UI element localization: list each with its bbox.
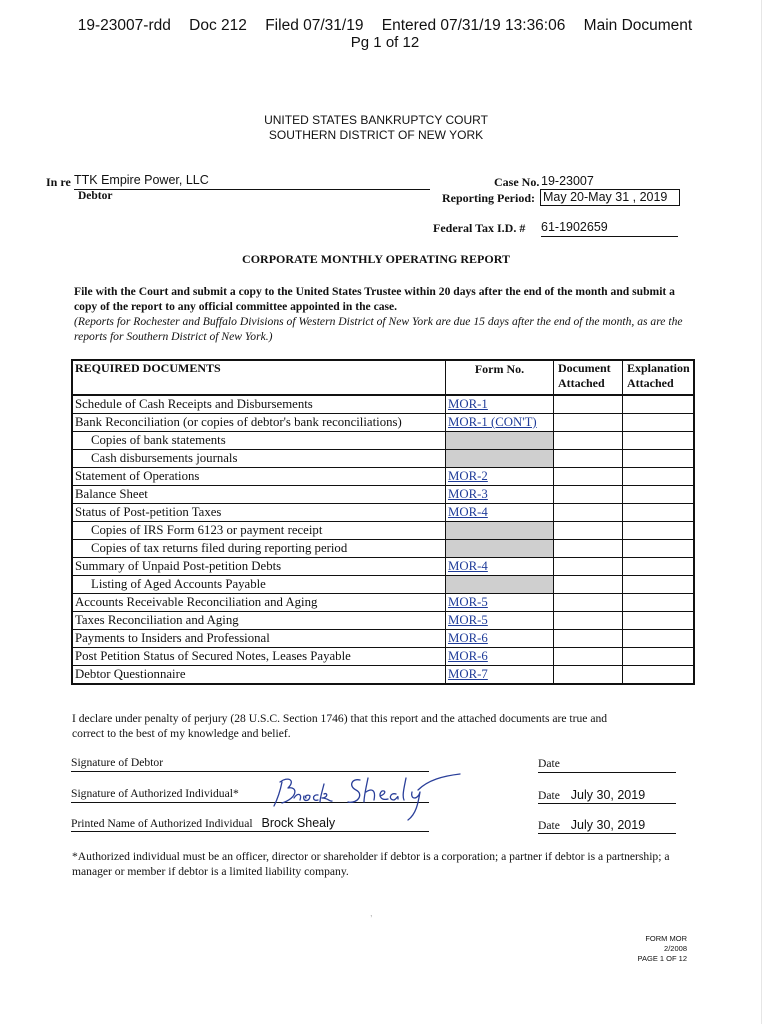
- table-row: [72, 558, 694, 576]
- page-number: Pg 1 of 12: [350, 34, 420, 51]
- row-label: Schedule of Cash Receipts and Disbursements: [72, 395, 446, 414]
- explanation-attached-cell: [623, 648, 695, 666]
- explanation-attached-cell: [623, 504, 695, 522]
- filing-header: [0, 17, 770, 34]
- form-footer-page: PAGE 1 OF 12: [637, 954, 687, 963]
- perjury-declaration: I declare under penalty of perjury (28 U.S.C. Section 1746) that this report and the attached documents are true and correct to the best of my knowledge and belief.: [72, 712, 608, 740]
- table-row: [72, 468, 694, 486]
- doc-number: Doc 212: [189, 17, 247, 34]
- explanation-attached-cell: [623, 395, 695, 414]
- row-form: [446, 504, 554, 522]
- document-attached-cell: [554, 630, 623, 648]
- document-attached-cell: [554, 540, 623, 558]
- authorized-date-value: July 30, 2019: [570, 788, 646, 802]
- header-explanation-attached-line1: Explanation: [627, 361, 690, 375]
- form-link[interactable]: MOR-1 (CON'T): [448, 415, 537, 429]
- court-district: SOUTHERN DISTRICT OF NEW YORK: [268, 128, 484, 142]
- explanation-attached-cell: [623, 522, 695, 540]
- filing-instructions: File with the Court and submit a copy to the United States Trustee within 20 days after the end of the month and submit a copy of the report to any official committee appointed in the case.: [74, 285, 675, 313]
- row-label: Copies of tax returns filed during reporting period: [72, 540, 446, 558]
- form-link[interactable]: MOR-4: [448, 505, 488, 519]
- row-form: [446, 558, 554, 576]
- table-row: [72, 540, 694, 558]
- document-attached-cell: [554, 648, 623, 666]
- explanation-attached-cell: [623, 666, 695, 685]
- signature-stroke-s: [348, 780, 360, 803]
- document-attached-cell: [554, 522, 623, 540]
- document-attached-cell: [554, 395, 623, 414]
- explanation-attached-cell: [623, 540, 695, 558]
- row-form-shaded: [446, 576, 554, 594]
- row-form-shaded: [446, 450, 554, 468]
- row-label: Copies of IRS Form 6123 or payment receipt: [72, 522, 446, 540]
- explanation-attached-cell: [623, 594, 695, 612]
- header-explanation-attached: [623, 360, 695, 395]
- row-label: Post Petition Status of Secured Notes, Leases Payable: [72, 648, 446, 666]
- explanation-attached-cell: [623, 468, 695, 486]
- explanation-attached-cell: [623, 486, 695, 504]
- row-form-shaded: [446, 432, 554, 450]
- date-label: Date: [538, 757, 560, 770]
- explanation-attached-cell: [623, 612, 695, 630]
- debtor-date-line: [538, 757, 676, 773]
- table-row: [72, 486, 694, 504]
- date-label: Date: [538, 789, 560, 802]
- table-row: [72, 432, 694, 450]
- explanation-attached-cell: [623, 576, 695, 594]
- table-row: [72, 504, 694, 522]
- authorized-signature-label: Signature of Authorized Individual*: [71, 787, 239, 800]
- row-label: Debtor Questionnaire: [72, 666, 446, 685]
- header-explanation-attached-line2: Attached: [627, 376, 674, 390]
- row-label: Statement of Operations: [72, 468, 446, 486]
- form-footer: [560, 934, 687, 964]
- row-form: [446, 612, 554, 630]
- federal-tax-id-value: 61-1902659: [541, 220, 678, 237]
- header-required-documents: REQUIRED DOCUMENTS: [72, 360, 446, 395]
- document-attached-cell: [554, 612, 623, 630]
- document-attached-cell: [554, 666, 623, 685]
- document-attached-cell: [554, 576, 623, 594]
- case-no-label: Case No.: [494, 175, 540, 189]
- row-label: Listing of Aged Accounts Payable: [72, 576, 446, 594]
- authorized-individual-footnote: *Authorized individual must be an officer, director or shareholder if debtor is a corporation; a partner if debtor is a partnership; a manager or member if debtor is a limited liability company.: [72, 850, 670, 878]
- entered-date: Entered 07/31/19 13:36:06: [381, 17, 566, 34]
- form-link[interactable]: MOR-3: [448, 487, 488, 501]
- explanation-attached-cell: [623, 432, 695, 450]
- row-label: Cash disbursements journals: [72, 450, 446, 468]
- document-attached-cell: [554, 594, 623, 612]
- row-label: Balance Sheet: [72, 486, 446, 504]
- row-label: Taxes Reconciliation and Aging: [72, 612, 446, 630]
- authorized-date-line: [538, 788, 676, 804]
- document-attached-cell: [554, 414, 623, 432]
- header-document-attached-line2: Attached: [558, 376, 605, 390]
- row-label: Accounts Receivable Reconciliation and Aging: [72, 594, 446, 612]
- form-link[interactable]: MOR-4: [448, 559, 488, 573]
- report-title: CORPORATE MONTHLY OPERATING REPORT: [242, 252, 510, 266]
- reporting-period-value: May 20-May 31 , 2019: [540, 189, 680, 206]
- filed-date: Filed 07/31/19: [265, 17, 364, 34]
- table-row: [72, 414, 694, 432]
- table-row: [72, 594, 694, 612]
- form-link[interactable]: MOR-5: [448, 613, 488, 627]
- case-no-value: 19-23007: [541, 174, 678, 190]
- explanation-attached-cell: [623, 630, 695, 648]
- form-link[interactable]: MOR-6: [448, 631, 488, 645]
- scan-mark: ,: [370, 908, 373, 918]
- debtor-label: Debtor: [78, 190, 113, 202]
- date-label: Date: [538, 819, 560, 832]
- row-form: [446, 648, 554, 666]
- explanation-attached-cell: [623, 558, 695, 576]
- table-header-row: [72, 360, 694, 395]
- document-attached-cell: [554, 504, 623, 522]
- debtor-signature-label: Signature of Debtor: [71, 756, 164, 769]
- row-form-shaded: [446, 540, 554, 558]
- form-link[interactable]: MOR-1: [448, 397, 488, 411]
- filing-instructions-note: (Reports for Rochester and Buffalo Divisions of Western District of New York are due 15 days after the end of the month, as are the reports for Southern District of New York.): [74, 315, 683, 343]
- table-row: [72, 666, 694, 685]
- row-label: Copies of bank statements: [72, 432, 446, 450]
- table-row: [72, 522, 694, 540]
- explanation-attached-cell: [623, 450, 695, 468]
- required-documents-table: [71, 359, 695, 685]
- handwritten-signature: [268, 770, 468, 830]
- printed-name-label: Printed Name of Authorized Individual: [71, 817, 253, 830]
- document-attached-cell: [554, 558, 623, 576]
- row-form: [446, 414, 554, 432]
- table-row: [72, 612, 694, 630]
- signature-stroke-healy: [364, 778, 420, 820]
- header-document-attached: [554, 360, 623, 395]
- signature-stroke-b: [274, 779, 295, 806]
- form-footer-name: FORM MOR: [645, 934, 687, 943]
- form-link[interactable]: MOR-5: [448, 595, 488, 609]
- federal-tax-id-label: Federal Tax I.D. #: [433, 221, 526, 235]
- in-re-label: In re: [46, 175, 71, 189]
- row-form: [446, 666, 554, 685]
- row-label: Payments to Insiders and Professional: [72, 630, 446, 648]
- signature-flourish: [418, 774, 460, 790]
- table-row: [72, 395, 694, 414]
- form-link[interactable]: MOR-6: [448, 649, 488, 663]
- reporting-period-label: Reporting Period:: [442, 191, 535, 205]
- header-document-attached-line1: Document: [558, 361, 611, 375]
- header-form-no: Form No.: [446, 360, 554, 395]
- signature-stroke-rock: [294, 784, 332, 802]
- form-link[interactable]: MOR-2: [448, 469, 488, 483]
- table-row: [72, 576, 694, 594]
- printed-date-line: [538, 818, 676, 834]
- debtor-name: TTK Empire Power, LLC: [74, 173, 430, 190]
- document-attached-cell: [554, 432, 623, 450]
- court-name: UNITED STATES BANKRUPTCY COURT: [264, 113, 488, 127]
- document-attached-cell: [554, 450, 623, 468]
- page-edge: [761, 0, 762, 1024]
- row-form: [446, 395, 554, 414]
- row-form: [446, 630, 554, 648]
- row-label: Bank Reconciliation (or copies of debtor's bank reconciliations): [72, 414, 446, 432]
- table-row: [72, 450, 694, 468]
- row-label: Status of Post-petition Taxes: [72, 504, 446, 522]
- document-attached-cell: [554, 486, 623, 504]
- table-row: [72, 630, 694, 648]
- row-form: [446, 594, 554, 612]
- form-link[interactable]: MOR-7: [448, 667, 488, 681]
- printed-name-value: Brock Shealy: [261, 816, 336, 830]
- printed-date-value: July 30, 2019: [570, 818, 646, 832]
- main-document: Main Document: [583, 17, 693, 34]
- explanation-attached-cell: [623, 414, 695, 432]
- row-form: [446, 486, 554, 504]
- case-ref: 19-23007-rdd: [77, 17, 171, 34]
- row-label: Summary of Unpaid Post-petition Debts: [72, 558, 446, 576]
- document-attached-cell: [554, 468, 623, 486]
- table-row: [72, 648, 694, 666]
- row-form-shaded: [446, 522, 554, 540]
- form-footer-revision: 2/2008: [664, 944, 687, 953]
- row-form: [446, 468, 554, 486]
